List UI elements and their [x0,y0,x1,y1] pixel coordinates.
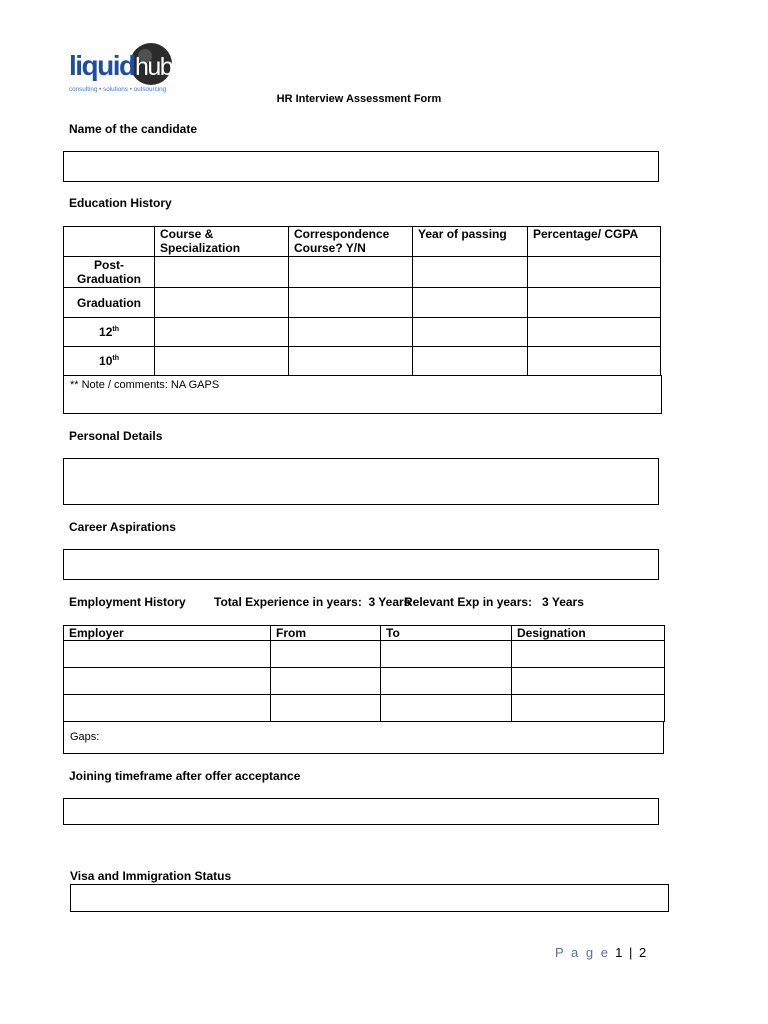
employment-header-row [64,626,665,641]
education-cell[interactable] [155,257,289,288]
education-cell[interactable] [289,347,413,376]
education-cell[interactable] [289,288,413,318]
employment-gaps-label: Gaps: [70,731,100,743]
education-row-label-text: 12 [99,325,113,339]
employment-table [63,625,665,722]
education-cell[interactable] [413,288,528,318]
education-row-label [64,347,155,376]
employment-history-label: Employment History [69,595,186,609]
page-word: P a g e [555,945,610,960]
candidate-name-field[interactable] [63,151,659,182]
education-header-cell: Percentage/ CGPA [528,227,661,257]
employment-cell[interactable] [64,641,271,668]
employment-cell[interactable] [381,668,512,695]
employment-cell[interactable] [64,668,271,695]
joining-timeframe-field[interactable] [63,798,659,825]
education-cell[interactable] [413,318,528,347]
employment-cell[interactable] [512,668,665,695]
education-row-label [64,318,155,347]
employment-cell[interactable] [512,641,665,668]
education-cell[interactable] [289,318,413,347]
employment-row [64,641,665,668]
logo-graphic [69,42,179,96]
visa-status-label: Visa and Immigration Status [70,869,232,883]
visa-status-field[interactable] [70,884,669,912]
education-history-label: Education History [69,196,172,210]
company-logo [69,42,179,96]
education-row [64,318,661,347]
career-aspirations-label: Career Aspirations [69,520,176,534]
education-header-cell: Correspondence Course? Y/N [289,227,413,257]
total-experience: Total Experience in years: 3 Years [214,595,411,609]
logo-text-hub: hub [135,53,173,81]
education-cell[interactable] [155,288,289,318]
career-aspirations-field[interactable] [63,549,659,580]
page-current: 1 [615,945,624,960]
employment-cell[interactable] [512,695,665,722]
education-cell[interactable] [155,347,289,376]
page-footer [555,945,648,960]
page-total: 2 [638,945,648,960]
education-note-text: ** Note / comments: NA GAPS [70,379,220,391]
education-cell[interactable] [528,257,661,288]
education-cell[interactable] [289,257,413,288]
employment-gaps-field[interactable] [63,721,664,754]
employment-header-cell: Employer [64,626,271,641]
education-header-cell [64,227,155,257]
education-row-label: Post- Graduation [64,257,155,288]
education-row [64,347,661,376]
candidate-name-label: Name of the candidate [69,122,198,136]
employment-cell[interactable] [271,695,381,722]
education-table [63,226,661,376]
education-cell[interactable] [528,347,661,376]
employment-cell[interactable] [64,695,271,722]
logo-text-liquid: liquid [69,50,135,81]
education-row-label-text: 10 [99,354,113,368]
education-cell[interactable] [528,318,661,347]
education-header-cell: Year of passing [413,227,528,257]
personal-details-field[interactable] [63,458,659,505]
education-header-cell: Course & Specialization [155,227,289,257]
employment-cell[interactable] [381,641,512,668]
education-note-field[interactable] [63,375,662,414]
education-cell[interactable] [528,288,661,318]
education-row [64,257,661,288]
logo-tagline: consulting • solutions • outsourcing [69,86,167,93]
relevant-experience: Relevant Exp in years: 3 Years [404,595,584,609]
employment-cell[interactable] [271,668,381,695]
employment-row [64,668,665,695]
education-row-label: Graduation [64,288,155,318]
employment-cell[interactable] [381,695,512,722]
personal-details-label: Personal Details [69,429,163,443]
education-cell[interactable] [413,257,528,288]
employment-cell[interactable] [271,641,381,668]
employment-header-cell: To [381,626,512,641]
employment-header-cell: From [271,626,381,641]
education-cell[interactable] [155,318,289,347]
education-cell[interactable] [413,347,528,376]
education-row-label-sup: th [112,355,119,362]
education-row-label-sup: th [112,326,119,333]
joining-timeframe-label: Joining timeframe after offer acceptance [69,769,301,783]
employment-row [64,695,665,722]
page-separator: | [628,945,634,960]
employment-header-cell: Designation [512,626,665,641]
education-row [64,288,661,318]
form-title: HR Interview Assessment Form [276,93,442,105]
education-header-row [64,227,661,257]
